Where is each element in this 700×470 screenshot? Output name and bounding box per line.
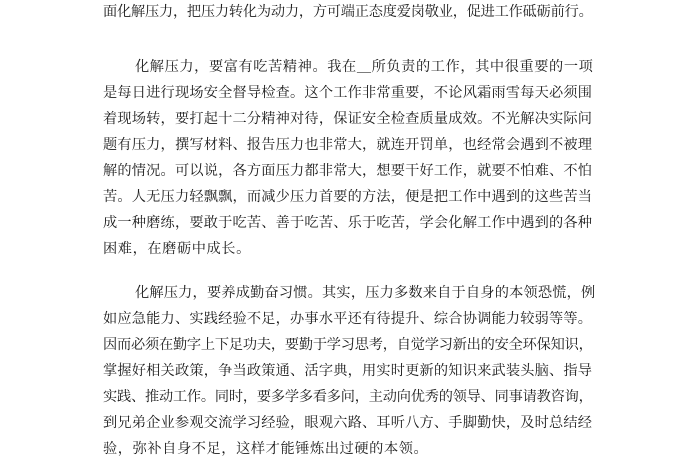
text-line: 如应急能力、实践经验不足，办事水平还有待提升、综合协调能力较弱等等。 (103, 311, 593, 327)
paragraph-first-line: 化解压力，要富有吃苦精神。我在＿所负责的工作，其中很重要的一项 (135, 59, 594, 75)
text-line: 着现场转，要打起十二分精神对待，保证安全检查质量成效。不光解决实际问 (103, 111, 593, 127)
text-line: 成一种磨练，要敢于吃苦、善于吃苦、乐于吃苦，学会化解工作中遇到的各种 (103, 215, 593, 231)
text-line: 掌握好相关政策，争当政策通、活字典，用实时更新的知识来武装头脑、指导 (103, 363, 593, 379)
text-line: 因而必须在勤字上下足功夫，要勤于学习思考，自觉学习新出的安全环保知识， (103, 337, 593, 353)
text-line: 题有压力，撰写材料、报告压力也非常大，就连开罚单，也经常会遇到不被理 (103, 137, 593, 153)
text-line: 苦。人无压力轻飘飘，而减少压力首要的方法，便是把工作中遇到的这些苦当 (103, 189, 593, 205)
text-line: 是每日进行现场安全督导检查。这个工作非常重要，不论风霜雨雪每天必须围 (103, 85, 593, 101)
text-line: 面化解压力，把压力转化为动力，方可端正态度爱岗敬业，促进工作砥砺前行。 (103, 4, 593, 20)
text-line: 困难，在磨砺中成长。 (103, 241, 251, 257)
text-line: 到兄弟企业参观交流学习经验，眼观六路、耳听八方、手脚勤快，及时总结经 (103, 415, 593, 431)
text-line: 实践、推动工作。同时，要多学多看多问，主动向优秀的领导、同事请教咨询， (103, 389, 593, 405)
paragraph-first-line: 化解压力，要养成勤奋习惯。其实，压力多数来自于自身的本领恐慌，例 (135, 285, 596, 301)
text-line: 验，弥补自身不足，这样才能锤炼出过硬的本领。 (103, 441, 429, 457)
text-line: 解的情况。可以说，各方面压力都非常大，想要干好工作，就要不怕难、不怕 (103, 163, 593, 179)
